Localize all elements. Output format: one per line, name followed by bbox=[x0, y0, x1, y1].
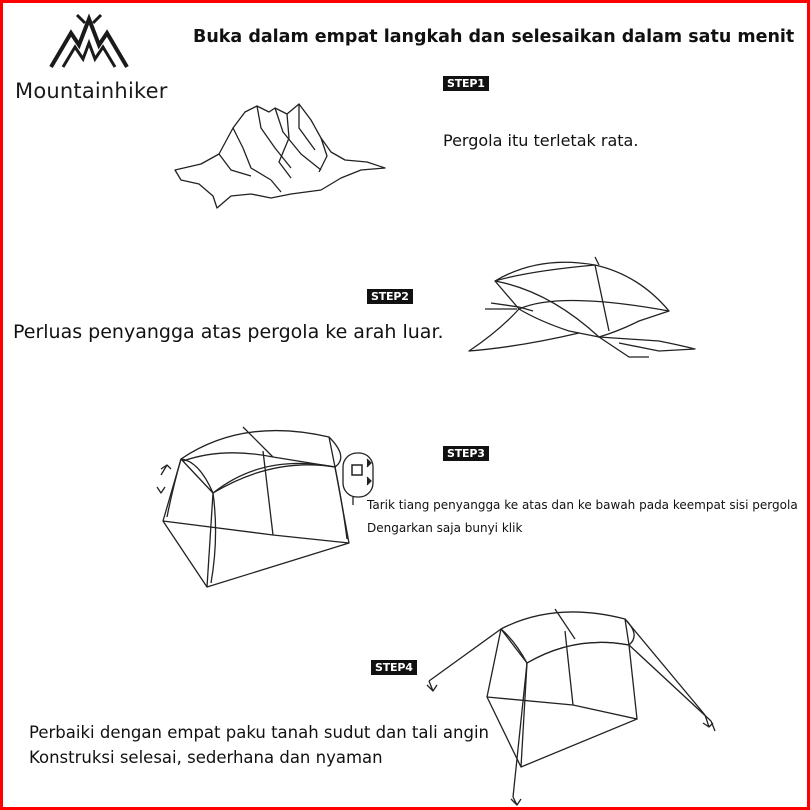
click-lock-detail-icon bbox=[343, 453, 373, 497]
step4-text-line1: Perbaiki dengan empat paku tanah sudut dan tali angin bbox=[29, 723, 489, 742]
brand-logo bbox=[11, 9, 201, 104]
page-title: Buka dalam empat langkah dan selesaikan dalam satu menit bbox=[193, 27, 795, 47]
mountain-logo-icon bbox=[49, 9, 129, 69]
finished-pergola-illustration bbox=[415, 601, 725, 807]
expanded-frame-illustration bbox=[459, 251, 709, 371]
step3-text-line2: Dengarkan saja bunyi klik bbox=[367, 521, 523, 535]
step4-text-line2: Konstruksi selesai, sederhana dan nyaman bbox=[29, 748, 383, 767]
step3-text-line1: Tarik tiang penyangga ke atas dan ke bawah pada keempat sisi pergola bbox=[367, 498, 798, 512]
raised-pergola-illustration bbox=[153, 417, 393, 597]
step3-badge: STEP3 bbox=[443, 446, 489, 461]
brand-name: Mountainhiker bbox=[15, 79, 168, 103]
step4-badge: STEP4 bbox=[371, 660, 417, 675]
step2-badge: STEP2 bbox=[367, 289, 413, 304]
step1-badge: STEP1 bbox=[443, 76, 489, 91]
step1-text: Pergola itu terletak rata. bbox=[443, 131, 639, 150]
step2-text: Perluas penyangga atas pergola ke arah luar. bbox=[13, 321, 444, 343]
flat-pergola-illustration bbox=[171, 98, 391, 218]
